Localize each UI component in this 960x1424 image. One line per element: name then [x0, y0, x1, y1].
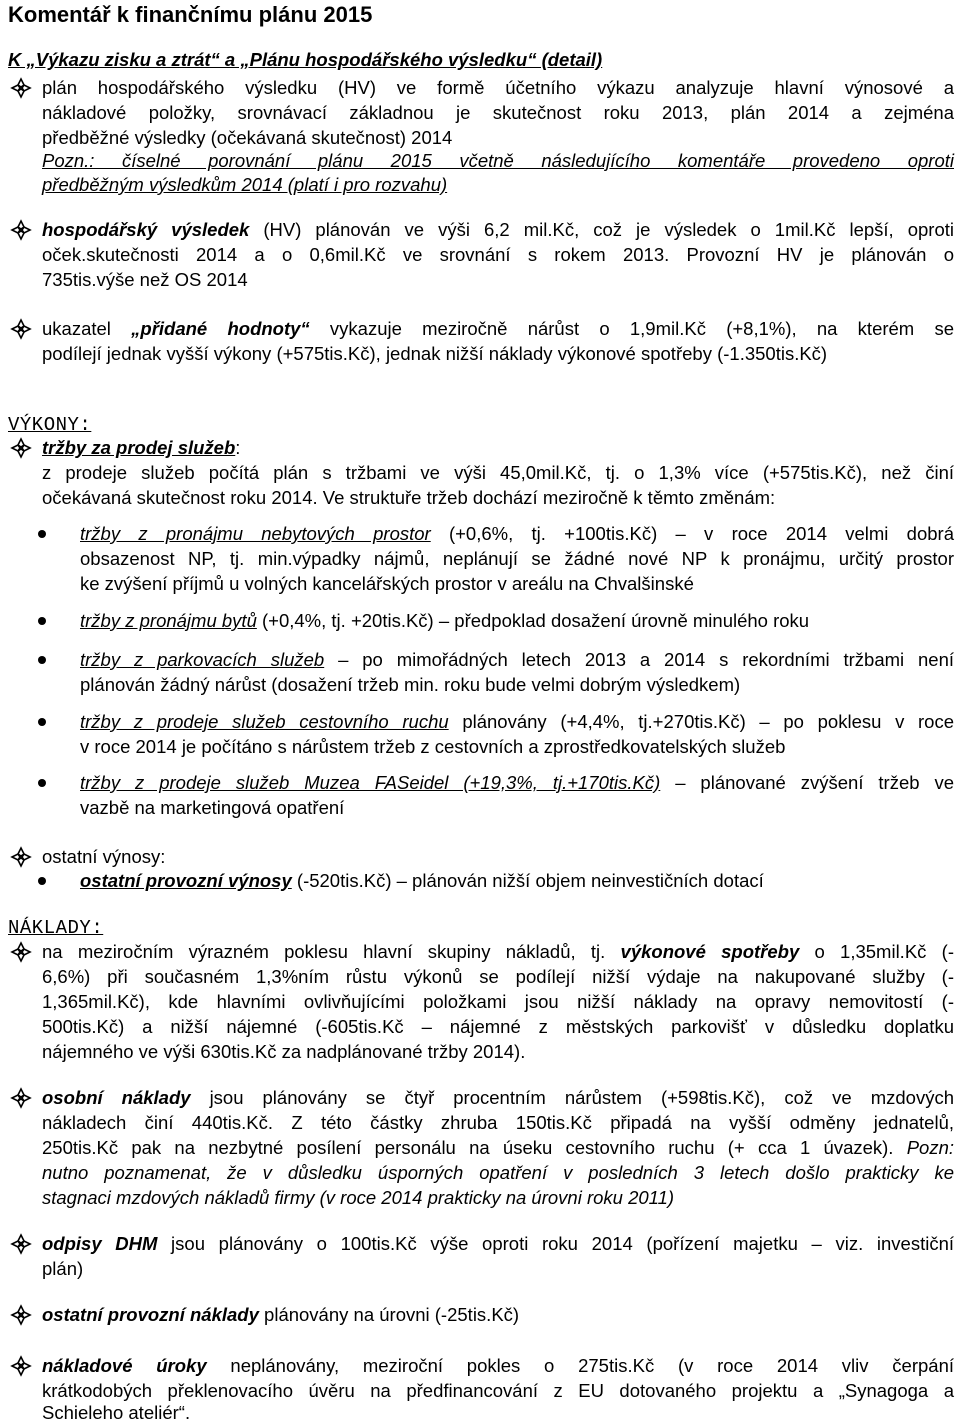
naklady-item-2-text-3: 250tis.Kč pak na nezbytné posílení personálu na úseku cestovního ruchu (+ cca 1 úvazek).	[42, 1137, 907, 1158]
page-title: Komentář k finančnímu plánu 2015	[8, 2, 373, 27]
hv-line-1	[42, 219, 954, 241]
intro-line-2: nákladové položky, srovnávací základnou je skutečnost roku 2013, plán 2014 a zejména	[42, 102, 954, 123]
bullet-dot	[38, 656, 46, 664]
naklady-item-3-line-1	[42, 1233, 954, 1255]
naklady-item-4-label: ostatní provozní náklady	[42, 1304, 259, 1325]
diamond-bullet-icon	[10, 437, 32, 459]
naklady-item-1-line-1	[42, 941, 954, 963]
added-value-pre: ukazatel	[42, 318, 132, 339]
other-income-heading: ostatní výnosy:	[42, 846, 166, 867]
diamond-bullet-icon	[10, 219, 32, 241]
section-subtitle: K „Výkazu zisku a ztrát“ a „Plánu hospodářského výsledku“ (detail)	[8, 49, 603, 70]
added-value-line-1	[42, 318, 954, 340]
naklady-item-2-line-1	[42, 1087, 954, 1109]
vykony-bullet-1-line-1	[80, 523, 954, 545]
naklady-item-1-post: o 1,35mil.Kč (-	[799, 941, 954, 962]
intro-line-3: předběžné výsledky (očekávaná skutečnost) 2014	[42, 127, 453, 148]
trzby-colon: :	[235, 437, 241, 458]
diamond-bullet-icon	[10, 1304, 32, 1326]
vykony-bullet-3-line-2: plánován žádný nárůst (dosažení tržeb min. roku bude velmi dobrým výsledkem)	[80, 674, 741, 695]
vykony-bullet-2-line-1	[80, 610, 809, 632]
hv-line-2: oček.skutečnosti 2014 a o 0,6mil.Kč ve srovnání s rokem 2013. Provozní HV je plánován o	[42, 244, 954, 265]
naklady-item-5-label: nákladové úroky	[42, 1355, 207, 1376]
vykony-bullet-2-label: tržby z pronájmu bytů	[80, 610, 257, 631]
added-value-label: „přidané hodnoty“	[131, 318, 310, 339]
vykony-bullet-4-text-1: plánovány (+4,4%, tj.+270tis.Kč) – po poklesu v roce	[448, 711, 954, 732]
vykony-bullet-5-text-1: – plánované zvýšení tržeb ve	[660, 772, 954, 793]
added-value-line-2: podílejí jednak vyšší výkony (+575tis.Kč), jednak nižší náklady výkonové spotřeby (-1.350tis.Kč)	[42, 343, 828, 364]
added-value-text-1: vykazuje meziročně nárůst o 1,9mil.Kč (+8,1%), na kterém se	[309, 318, 954, 339]
vykony-heading: VÝKONY:	[8, 414, 92, 436]
naklady-item-3-label: odpisy DHM	[42, 1233, 158, 1254]
vykony-bullet-4-label: tržby z prodeje služeb cestovního ruchu	[80, 711, 449, 732]
naklady-item-1-line-4: 500tis.Kč) a nižší nájemné (-605tis.Kč – nájemné z městských parkovišť v důsledku doplatku	[42, 1016, 954, 1037]
bullet-dot	[38, 779, 46, 787]
naklady-item-1-line-3: 1,365mil.Kč), kde hlavními ovlivňujícími položkami jsou nižší náklady na opravy nemovitostí (-	[42, 991, 954, 1012]
naklady-item-2-line-3	[42, 1137, 954, 1159]
bullet-dot	[38, 617, 46, 625]
bullet-dot	[38, 718, 46, 726]
diamond-bullet-icon	[10, 318, 32, 340]
vykony-bullet-5-line-2: vazbě na marketingová opatření	[80, 797, 345, 818]
naklady-item-2-line-5: stagnaci mzdových nákladů firmy (v roce 2014 prakticky na úrovni roku 2011)	[42, 1187, 675, 1208]
naklady-item-1-label: výkonové spotřeby	[620, 941, 800, 962]
naklady-item-3-line-2: plán)	[42, 1258, 84, 1279]
diamond-bullet-icon	[10, 1233, 32, 1255]
naklady-item-5-line-2: krátkodobých překlenovacího úvěru na předfinancování z EU dotovaného projektu a „Synagoga a	[42, 1380, 954, 1401]
diamond-bullet-icon	[10, 846, 32, 868]
naklady-item-2-line-2: nákladech činí 440tis.Kč. Z této částky zhruba 150tis.Kč připadá na vyšší odměny jednatelů,	[42, 1112, 954, 1133]
vykony-bullet-1-line-2: obsazenost NP, tj. min.výpadky nájmů, neplánují se žádné nové NP k pronájmu, určitý prostor	[80, 548, 954, 569]
naklady-item-4-line-1	[42, 1304, 519, 1326]
vykony-bullet-5-label: tržby z prodeje služeb Muzea FASeidel (+19,3%, tj.+170tis.Kč)	[80, 772, 661, 793]
naklady-item-2-post: jsou plánovány se čtyř procentním nárůstem (+598tis.Kč), což ve mzdových	[190, 1087, 954, 1108]
hv-line-3: 735tis.výše než OS 2014	[42, 269, 248, 290]
diamond-bullet-icon	[10, 1087, 32, 1109]
naklady-item-3-post: jsou plánovány o 100tis.Kč výše oproti roku 2014 (pořízení majetku – viz. investiční	[157, 1233, 954, 1254]
other-income-text: (-520tis.Kč) – plánován nižší objem neinvestičních dotací	[291, 870, 764, 891]
naklady-item-1-pre: na meziročním výrazném poklesu hlavní skupiny nákladů, tj.	[42, 941, 621, 962]
naklady-item-2-note-label: Pozn:	[906, 1137, 954, 1158]
vykony-bullet-3-label: tržby z parkovacích služeb	[80, 649, 325, 670]
bullet-dot	[38, 877, 46, 885]
vykony-bullet-4-line-1	[80, 711, 954, 733]
trzby-line-1: z prodeje služeb počítá plán s tržbami ve výši 45,0mil.Kč, tj. o 1,3% více (+575tis.Kč), než činí	[42, 462, 954, 483]
other-income-bullet	[80, 870, 764, 892]
naklady-item-4-post: plánovány na úrovni (-25tis.Kč)	[258, 1304, 520, 1325]
intro-line-1: plán hospodářského výsledku (HV) ve formě účetního výkazu analyzuje hlavní výnosové a	[42, 77, 954, 98]
naklady-heading: NÁKLADY:	[8, 917, 104, 939]
intro-note-line-2: předběžným výsledkům 2014 (platí i pro rozvahu)	[42, 174, 448, 195]
diamond-bullet-icon	[10, 1355, 32, 1377]
hv-text-1: (HV) plánován ve výši 6,2 mil.Kč, což je výsledek o 1mil.Kč lepší, oproti	[249, 219, 954, 240]
naklady-item-1-line-2: 6,6%) při současném 1,3%ním růstu výkonů se podílejí nižší výdaje na nakupované služby (-	[42, 966, 954, 987]
vykony-bullet-3-line-1	[80, 649, 954, 671]
trzby-heading-line	[42, 437, 240, 459]
naklady-item-2-label: osobní náklady	[42, 1087, 191, 1108]
vykony-bullet-2-text-1: (+0,4%, tj. +20tis.Kč) – předpoklad dosažení úrovně minulého roku	[256, 610, 810, 631]
naklady-item-2-line-4: nutno poznamenat, že v důsledku úsporných opatření v posledních 3 letech došlo prakticky ke	[42, 1162, 954, 1183]
vykony-bullet-3-text-1: – po mimořádných letech 2013 a 2014 s rekordními tržbami není	[324, 649, 955, 670]
trzby-heading: tržby za prodej služeb	[42, 437, 236, 458]
vykony-bullet-1-line-3: ke zvýšení příjmů u volných kancelářských prostor v areálu na Chvalšinské	[80, 573, 694, 594]
vykony-bullet-1-text-1: (+0,6%, tj. +100tis.Kč) – v roce 2014 velmi dobrá	[430, 523, 954, 544]
bullet-dot	[38, 530, 46, 538]
vykony-bullet-1-label: tržby z pronájmu nebytových prostor	[80, 523, 431, 544]
trzby-line-2: očekávaná skutečnost roku 2014. Ve struktuře tržeb dochází meziročně k těmto změnám:	[42, 487, 776, 508]
hv-label: hospodářský výsledek	[42, 219, 250, 240]
vykony-bullet-5-line-1	[80, 772, 954, 794]
diamond-bullet-icon	[10, 941, 32, 963]
vykony-bullet-4-line-2: v roce 2014 je počítáno s nárůstem tržeb z cestovních a zprostředkovatelských služeb	[80, 736, 786, 757]
naklady-item-5-line-1	[42, 1355, 954, 1377]
naklady-item-1-line-5: nájemného ve výši 630tis.Kč za nadplánované tržby 2014).	[42, 1041, 526, 1062]
diamond-bullet-icon	[10, 77, 32, 99]
other-income-label: ostatní provozní výnosy	[80, 870, 292, 891]
naklady-item-5-line-3: Schieleho ateliér“.	[42, 1402, 191, 1423]
naklady-item-5-post: neplánovány, meziroční pokles o 275tis.Kč (v roce 2014 vliv čerpání	[206, 1355, 954, 1376]
intro-note-line-1: Pozn.: číselné porovnání plánu 2015 včetně následujícího komentáře provedeno oproti	[42, 150, 954, 171]
